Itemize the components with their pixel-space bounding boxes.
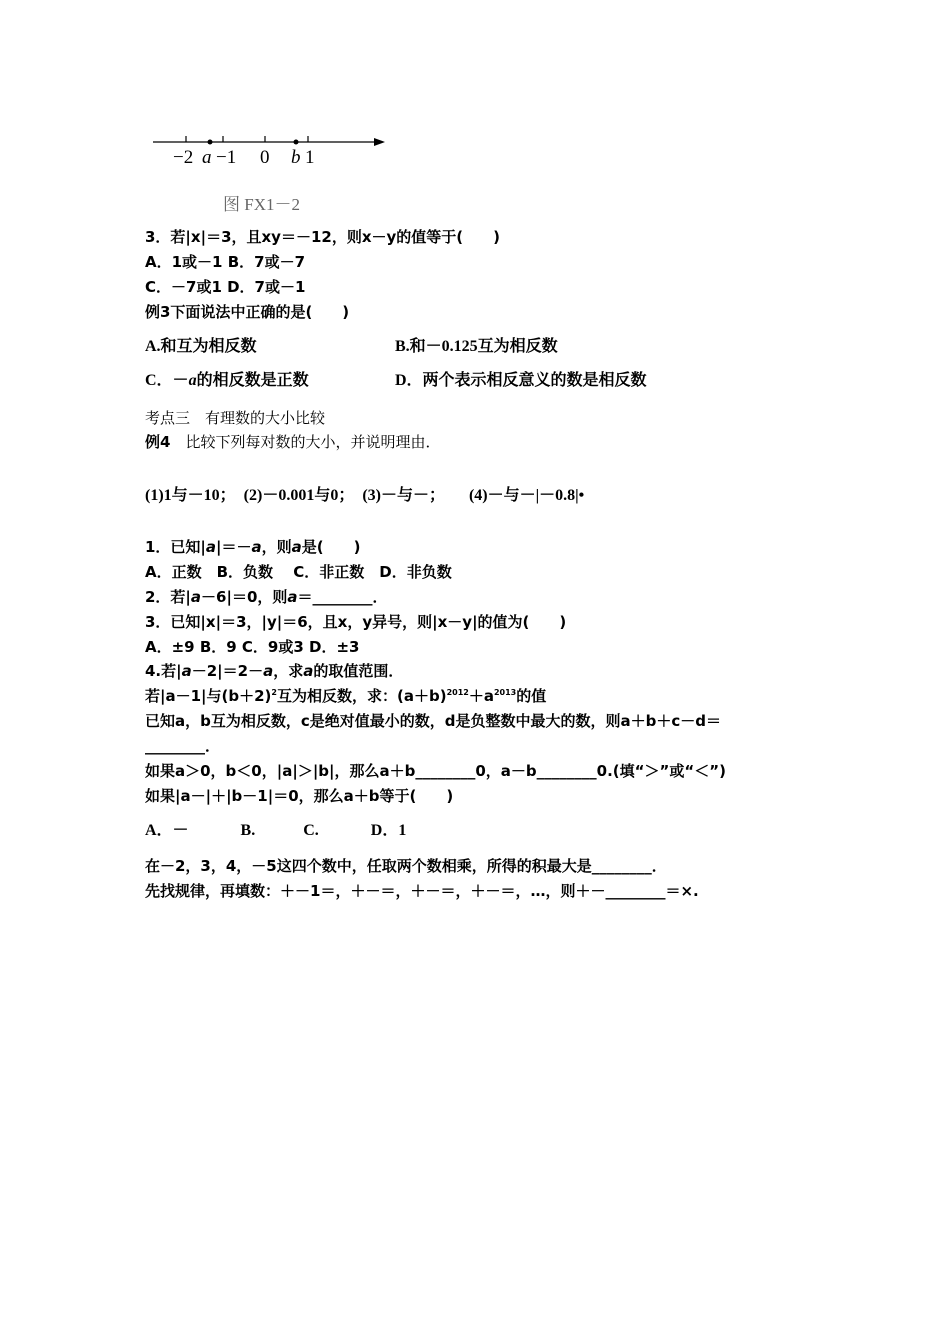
example-4-label: 例4	[145, 433, 171, 451]
problem-3: 3．已知|x|＝3，|y|＝6，且x，y异号，则|x－y|的值为( )	[145, 613, 567, 631]
problem-2	[145, 587, 388, 607]
p4-part: 4.若|	[145, 662, 182, 680]
problem-8: 如果|a－|＋|b－1|＝0，那么a＋b等于( )	[145, 787, 454, 805]
problem-3-options: A．±9 B．9 C．9或3 D．±3	[145, 638, 360, 656]
point-b	[294, 140, 299, 145]
question-3: 3．若|x|＝3，且xy＝－12，则x－y的值等于( )	[145, 228, 500, 246]
problem-5	[145, 686, 546, 706]
p4-part: 的取值范围．	[313, 662, 404, 680]
section-heading-3: 考点三 有理数的大小比较	[145, 409, 326, 427]
p2-part: 2．若|	[145, 588, 191, 606]
p2-part: ＝________．	[297, 588, 388, 606]
problem-6-line-1: 已知a，b互为相反数，c是绝对值最小的数，d是负整数中最大的数，则a＋b＋c－d＝	[145, 712, 721, 730]
p1-var: a	[291, 538, 302, 556]
p1-part: ，则	[261, 538, 292, 556]
p4-part: －2|＝2－	[191, 662, 264, 680]
example-3: 例3下面说法中正确的是( )	[145, 303, 350, 321]
figure-caption: 图 FX1－2	[223, 195, 300, 214]
p5-part: 的值	[516, 687, 547, 705]
p1-part: 1．已知|	[145, 538, 206, 556]
example-3-option-c	[145, 372, 309, 389]
p2-var: a	[287, 588, 298, 606]
option-c-prefix: C．－	[145, 372, 189, 389]
p1-part: |＝－	[216, 538, 252, 556]
p1-var: a	[205, 538, 217, 556]
p2-var: a	[190, 588, 202, 606]
p4-part: ，求	[273, 662, 304, 680]
question-3-options-cd: C．－7或1 D．7或－1	[145, 278, 306, 296]
option-c-suffix: 的相反数是正数	[196, 372, 309, 389]
p5-exponent: 2013	[493, 688, 517, 697]
problem-10: 先找规律，再填数：＋－1＝，＋－＝，＋－＝，＋－＝，…，则＋－________＝×.	[145, 882, 699, 900]
problem-4	[145, 661, 403, 681]
problem-9: 在－2，3，4，－5这四个数中，任取两个数相乘，所得的积最大是________．	[145, 857, 667, 875]
example-4-items: (1)1与－10； (2)－0.001与0； (3)－与－； (4)－与－|－0.8|•	[145, 487, 585, 504]
p4-var: a	[303, 662, 314, 680]
problem-8-options: A．－ B. C. D．1	[145, 822, 407, 839]
example-3-options-cd	[145, 371, 647, 391]
p1-part: 是( )	[301, 538, 361, 556]
p5-exponent: 2	[271, 688, 277, 697]
p5-part: 若|a－1|与(b＋2)	[145, 687, 272, 705]
point-a	[208, 140, 213, 145]
p4-var: a	[181, 662, 192, 680]
problem-1	[145, 537, 361, 557]
problem-1-options: A．正数 B．负数 C．非正数 D．非负数	[145, 563, 452, 581]
example-4-text: 比较下列每对数的大小，并说明理由．	[170, 433, 441, 451]
tick-label-b: b	[291, 147, 301, 168]
question-3-options-ab: A．1或－1 B．7或－7	[145, 253, 306, 271]
p5-exponent: 2012	[446, 688, 469, 697]
example-3-options-ab	[145, 337, 558, 357]
problem-6-line-2: ________．	[145, 737, 221, 755]
example-3-option-a: A.和互为相反数	[145, 338, 257, 355]
number-line-arrow	[374, 138, 385, 146]
tick-label-minus-1: −1	[216, 147, 237, 168]
tick-label-1: 1	[305, 147, 315, 168]
tick-label-minus-2: −2	[173, 147, 194, 168]
example-3-option-b: B.和－0.125互为相反数	[395, 338, 558, 355]
p5-part: ＋a	[468, 687, 494, 705]
tick-label-a: a	[202, 147, 212, 168]
p1-var: a	[251, 538, 262, 556]
p4-var: a	[263, 662, 274, 680]
p2-part: －6|＝0，则	[201, 588, 288, 606]
option-c-variable: a	[188, 372, 197, 389]
number-line-figure	[145, 120, 405, 215]
p5-part: 互为相反数，求：(a＋b)	[276, 687, 447, 705]
example-4	[145, 432, 440, 452]
tick-label-0: 0	[260, 147, 270, 168]
problem-7: 如果a＞0，b＜0，|a|＞|b|，那么a＋b________0，a－b________0.(填“＞”或“＜”)	[145, 762, 726, 780]
example-3-option-d: D．两个表示相反意义的数是相反数	[395, 372, 647, 389]
